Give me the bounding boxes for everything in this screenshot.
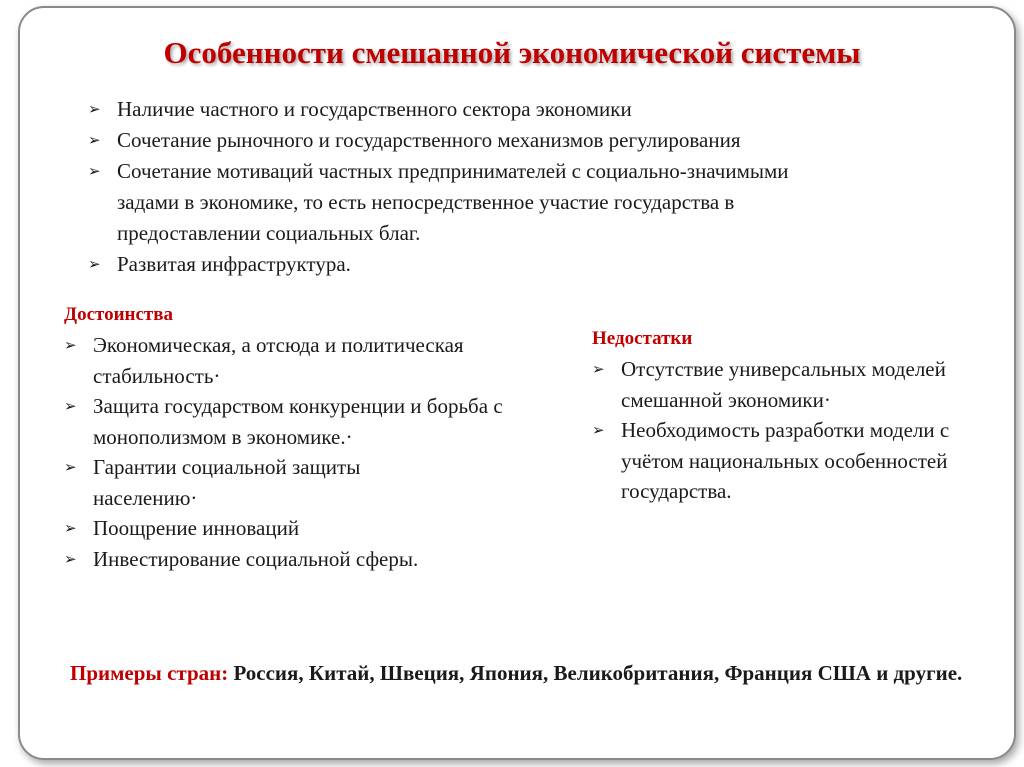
list-item <box>64 513 564 544</box>
list-item-text: Наличие частного и государственного сектора экономики <box>117 97 632 121</box>
arrow-bullet-icon: ➢ <box>64 519 77 537</box>
list-item-text: Развитая инфраструктура. <box>117 252 351 276</box>
list-item-text: Поощрение инноваций <box>93 516 300 540</box>
arrow-bullet-icon: ➢ <box>88 131 101 149</box>
disadvantages-list <box>592 354 952 507</box>
list-item <box>592 354 951 415</box>
list-item-text: Необходимость разработки модели с учётом национальных особенностей государства. <box>621 418 950 503</box>
list-item-text: Инвестирование социальной сферы. <box>93 546 419 571</box>
arrow-bullet-icon: ➢ <box>64 458 77 476</box>
list-item <box>64 391 503 452</box>
advantages-list <box>64 330 564 574</box>
list-item <box>64 330 553 391</box>
advantages-section <box>64 302 564 574</box>
arrow-bullet-icon: ➢ <box>64 397 77 415</box>
arrow-bullet-icon: ➢ <box>592 421 605 439</box>
list-item-text: Защита государством конкуренции и борьба с монополизмом в экономике.· <box>93 394 503 449</box>
arrow-bullet-icon: ➢ <box>592 360 605 378</box>
arrow-bullet-icon: ➢ <box>64 336 77 354</box>
list-item <box>64 544 564 575</box>
list-item-text: Отсутствие универсальных моделей смешанной экономики· <box>621 357 946 412</box>
disadvantages-heading: Недостатки <box>592 328 693 349</box>
features-list <box>88 94 908 280</box>
list-item <box>592 415 971 507</box>
list-item-text: Сочетание рыночного и государственного механизмов регулирования <box>117 128 741 152</box>
advantages-heading: Достоинства <box>64 304 174 325</box>
arrow-bullet-icon: ➢ <box>88 255 101 273</box>
list-item <box>88 94 908 125</box>
list-item <box>64 452 453 513</box>
examples-paragraph <box>70 658 990 689</box>
list-item <box>88 249 908 280</box>
list-item-text: Экономическая, а отсюда и политическая стабильность· <box>93 333 464 388</box>
list-item <box>88 156 852 249</box>
examples-label: Примеры стран: <box>70 661 229 685</box>
arrow-bullet-icon: ➢ <box>88 100 101 118</box>
list-item-text: Гарантии социальной защиты населению· <box>93 455 361 510</box>
examples-text: Россия, Китай, Швеция, Япония, Великобритания, Франция США и другие. <box>228 661 963 685</box>
arrow-bullet-icon: ➢ <box>88 162 101 180</box>
slide-title: Особенности смешанной экономической системы <box>163 35 861 70</box>
list-item-text: Сочетание мотиваций частных предпринимателей с социально-значимыми задами в экономике, то есть непосредственное участие государства в предоставлении социальных благ. <box>117 159 789 245</box>
list-item <box>88 125 908 156</box>
arrow-bullet-icon: ➢ <box>64 549 77 568</box>
features-list-container <box>88 94 908 280</box>
disadvantages-section <box>592 326 952 507</box>
